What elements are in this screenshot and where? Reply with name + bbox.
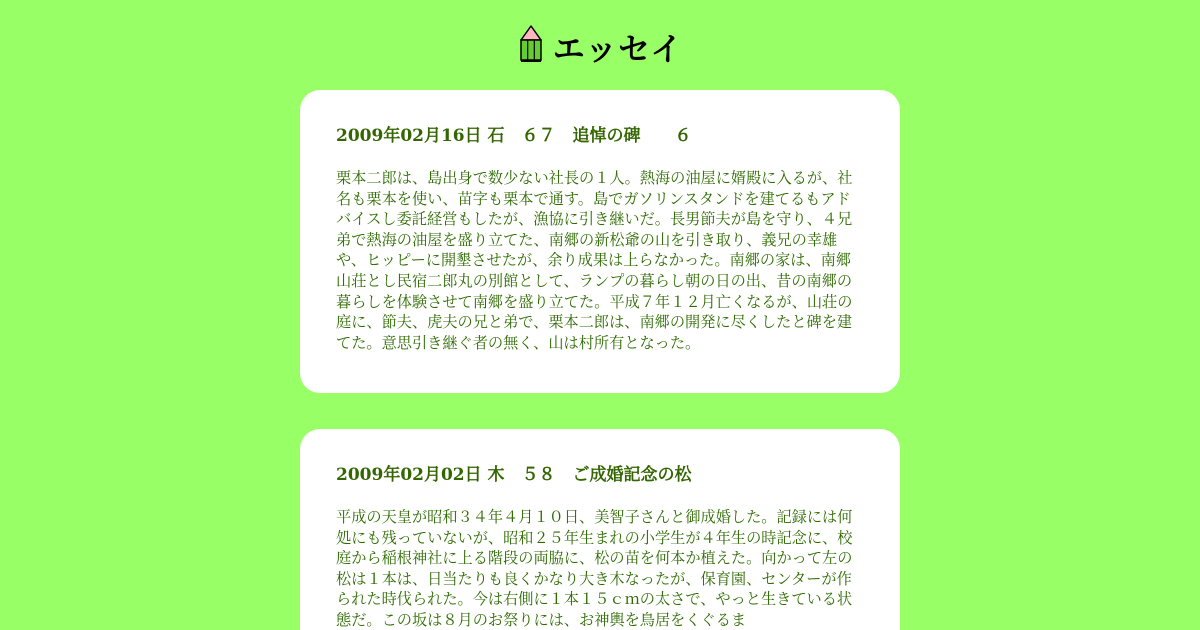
post-card (300, 90, 900, 393)
post-card (300, 429, 900, 630)
site-title[interactable]: エッセイ (552, 30, 684, 68)
post-title[interactable]: 2009年02月16日 石 ６７ 追悼の碑 ６ (336, 126, 692, 146)
site-header (0, 22, 1200, 72)
pencil-icon (517, 24, 545, 64)
post-body: 平成の天皇が昭和３４年４月１０日、美智子さんと御成婚した。記録には何処にも残っていないが、昭和２５年生まれの小学生が４年生の時記念に、校庭から稲根神社に上る階段の両脇に、松の苗を何本か植えた。向かって左の松は１本は、日当たりも良くかなり大き木なったが、保育園、センターが作られた時伐られた。今は右側に１本１５ｃｍの太さで、やっと生きている状態だ。この坂は８月のお祭りには、お神輿を鳥居をくぐるま (336, 508, 853, 629)
post-body: 栗本二郎は、島出身で数少ない社長の１人。熱海の油屋に婿殿に入るが、社名も栗本を使い、苗字も栗本で通す。島でガソリンスタンドを建てるもアドバイスし委託経営もしたが、漁協に引き継いだ。長男節夫が島を守り、４兄弟で熱海の油屋を盛り立てた、南郷の新松爺の山を引き取り、義兄の幸雄や、ヒッピーに開墾させたが、余り成果は上らなかった。南郷の家は、南郷山荘とし民宿二郎丸の別館として、ランプの暮らし朝の日の出、昔の南郷の暮らしを体験させて南郷を盛り立てた。平成７年１２月亡くなるが、山荘の庭に、節夫、虎夫の兄と弟で、栗本二郎は、南郷の開発に尽くしたと碑を建てた。意思引き継ぐ者の無く、山は村所有となった。 (336, 169, 853, 352)
post-title[interactable]: 2009年02月02日 木 ５８ ご成婚記念の松 (336, 465, 692, 485)
